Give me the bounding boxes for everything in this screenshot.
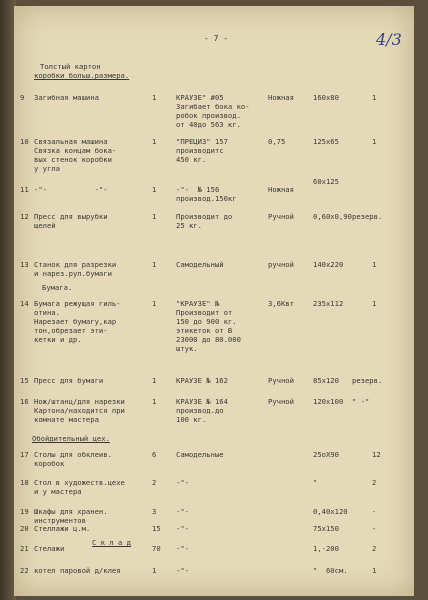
equipment-name: Бумага режущая гиль- bbox=[34, 299, 121, 308]
description: КРАУЗЕ № 164 bbox=[176, 397, 228, 406]
quantity: 3 bbox=[152, 507, 157, 516]
dimensions: 140х220 bbox=[313, 260, 344, 269]
row-number: 16 bbox=[20, 397, 29, 406]
description: 150 до 900 кг. bbox=[176, 317, 237, 326]
quantity: 1 bbox=[152, 566, 157, 575]
equipment-name: Связальная машина bbox=[34, 137, 108, 146]
equipment-name: комнате мастера bbox=[34, 415, 99, 424]
row-number: 19 bbox=[20, 507, 29, 516]
description: -"- bbox=[176, 524, 189, 533]
equipment-name: Связка концам бока- bbox=[34, 146, 117, 155]
equipment-name: Станок для разрезки bbox=[34, 260, 117, 269]
drive-type: Ручной bbox=[268, 376, 294, 385]
row-number: 17 bbox=[20, 450, 29, 459]
row-number: 20 bbox=[20, 524, 29, 533]
quantity: 1 bbox=[152, 185, 157, 194]
count: резерв. bbox=[352, 376, 383, 385]
description: 450 кг. bbox=[176, 155, 207, 164]
count: - bbox=[372, 507, 377, 516]
quantity: 1 bbox=[152, 260, 157, 269]
row-number: 14 bbox=[20, 299, 29, 308]
count: 2 bbox=[372, 544, 377, 553]
equipment-name: щелей bbox=[34, 221, 56, 230]
description: КРАУЗЕ" #05 bbox=[176, 93, 224, 102]
quantity: 1 bbox=[152, 137, 157, 146]
equipment-name: и нарез.рул.бумаги bbox=[34, 269, 112, 278]
section-warehouse: С к л а д bbox=[92, 538, 131, 547]
quantity: 6 bbox=[152, 450, 157, 459]
description: -"- bbox=[176, 544, 189, 553]
count: 1 bbox=[372, 93, 377, 102]
dimensions: 0,60х0,90 bbox=[313, 212, 352, 221]
dimensions: 160х80 bbox=[313, 93, 339, 102]
drive-type: 3,6Квт bbox=[268, 299, 294, 308]
description: Загибает бока ко- bbox=[176, 102, 250, 111]
equipment-name: Пресс для бумаги bbox=[34, 376, 104, 385]
description: Производит до bbox=[176, 212, 233, 221]
row-number: 15 bbox=[20, 376, 29, 385]
drive-type: ручной bbox=[268, 260, 294, 269]
row-number: 22 bbox=[20, 566, 29, 575]
count: 1 bbox=[372, 137, 377, 146]
description: робок производ. bbox=[176, 111, 241, 120]
equipment-name: Шкафы для хранен. bbox=[34, 507, 108, 516]
section-workshop: Обойдительный цех. bbox=[32, 434, 110, 443]
dimensions: 120х100 bbox=[313, 397, 344, 406]
row-number: 10 bbox=[20, 137, 29, 146]
equipment-name: Стелажи bbox=[34, 544, 65, 553]
header-line-1: Толстый картон bbox=[40, 62, 101, 71]
quantity: 1 bbox=[152, 397, 157, 406]
quantity: 1 bbox=[152, 376, 157, 385]
equipment-name: отина. bbox=[34, 308, 60, 317]
description: производитс bbox=[176, 146, 224, 155]
description: 100 кг. bbox=[176, 415, 207, 424]
description: Производит от bbox=[176, 308, 233, 317]
equipment-name: Нож/штанц/для нарезки bbox=[34, 397, 125, 406]
description: -"- bbox=[176, 478, 189, 487]
drive-type: 0,75 bbox=[268, 137, 286, 146]
dimensions: 0,40х120 bbox=[313, 507, 348, 516]
drive-type: Ручной bbox=[268, 397, 294, 406]
row-number: 9 bbox=[20, 93, 25, 102]
count: " -" bbox=[352, 397, 370, 406]
drive-type: Ножная bbox=[268, 93, 294, 102]
equipment-name: Загибная машина bbox=[34, 93, 99, 102]
row-number: 18 bbox=[20, 478, 29, 487]
dimensions: 60х125 bbox=[313, 177, 339, 186]
equipment-name: вых стенок коробки bbox=[34, 155, 112, 164]
equipment-name: Нарезает бумагу,кар bbox=[34, 317, 117, 326]
equipment-name: и у мастера bbox=[34, 487, 82, 496]
equipment-name: инструментов bbox=[34, 516, 86, 525]
equipment-name: Пресс для вырубки bbox=[34, 212, 108, 221]
drive-type: Ножная bbox=[268, 185, 294, 194]
description: -"- bbox=[176, 566, 189, 575]
dimensions: 235х112 bbox=[313, 299, 344, 308]
count: - bbox=[372, 524, 377, 533]
row-number: 12 bbox=[20, 212, 29, 221]
description: -"- № 156 bbox=[176, 185, 220, 194]
description: производ.до bbox=[176, 406, 224, 415]
dimensions: 1,-200 bbox=[313, 544, 339, 553]
description: штук. bbox=[176, 344, 198, 353]
count: 12 bbox=[372, 450, 381, 459]
handwritten-note: 4/3 bbox=[376, 30, 402, 49]
drive-type: Ручной bbox=[268, 212, 294, 221]
row-number: 11 bbox=[20, 185, 29, 194]
header-line-2: коробки больш.размера. bbox=[34, 71, 130, 80]
count: 1 bbox=[372, 566, 377, 575]
equipment-name: -"- -"- bbox=[34, 185, 108, 194]
quantity: 15 bbox=[152, 524, 161, 533]
quantity: 1 bbox=[152, 299, 157, 308]
equipment-name: котел паровой д/клея bbox=[34, 566, 121, 575]
dimensions: 75х150 bbox=[313, 524, 339, 533]
description: от 40до 563 кг. bbox=[176, 120, 241, 129]
quantity: 1 bbox=[152, 212, 157, 221]
description: 25 кг. bbox=[176, 221, 202, 230]
description: Самодельный bbox=[176, 260, 224, 269]
quantity: 70 bbox=[152, 544, 161, 553]
equipment-name: кетки и др. bbox=[34, 335, 82, 344]
quantity: 2 bbox=[152, 478, 157, 487]
quantity: 1 bbox=[152, 93, 157, 102]
description: "ПРЕЦИЗ" 157 bbox=[176, 137, 228, 146]
equipment-name: коробок bbox=[34, 459, 65, 468]
count: 2 bbox=[372, 478, 377, 487]
description: производ.150кг bbox=[176, 194, 237, 203]
count: резерв. bbox=[352, 212, 383, 221]
equipment-name: тон,обрезает эти- bbox=[34, 326, 108, 335]
equipment-name: Стол в художеств.цехе bbox=[34, 478, 125, 487]
description: -"- bbox=[176, 507, 189, 516]
description: этикеток от В bbox=[176, 326, 233, 335]
equipment-name: Картона/находится при bbox=[34, 406, 125, 415]
equipment-name: Стеллажи ц.м. bbox=[34, 524, 91, 533]
page-number: - 7 - bbox=[204, 34, 229, 43]
equipment-name: Столы для обклеив. bbox=[34, 450, 112, 459]
row-number: 13 bbox=[20, 260, 29, 269]
dimensions: 25оХ90 bbox=[313, 450, 339, 459]
description: Самодельные bbox=[176, 450, 224, 459]
description: КРАУЗЕ № 162 bbox=[176, 376, 228, 385]
dimensions: 85х120 bbox=[313, 376, 339, 385]
description: "КРАУЗЕ" № bbox=[176, 299, 220, 308]
dimensions: " 60см. bbox=[313, 566, 348, 575]
count: 1 bbox=[372, 299, 377, 308]
dimensions: " bbox=[313, 478, 318, 487]
equipment-name: у угла bbox=[34, 164, 60, 173]
section-paper: Бумага. bbox=[42, 283, 73, 292]
description: 23000 до 80.000 bbox=[176, 335, 241, 344]
dimensions: 125х65 bbox=[313, 137, 339, 146]
row-number: 21 bbox=[20, 544, 29, 553]
count: 1 bbox=[372, 260, 377, 269]
